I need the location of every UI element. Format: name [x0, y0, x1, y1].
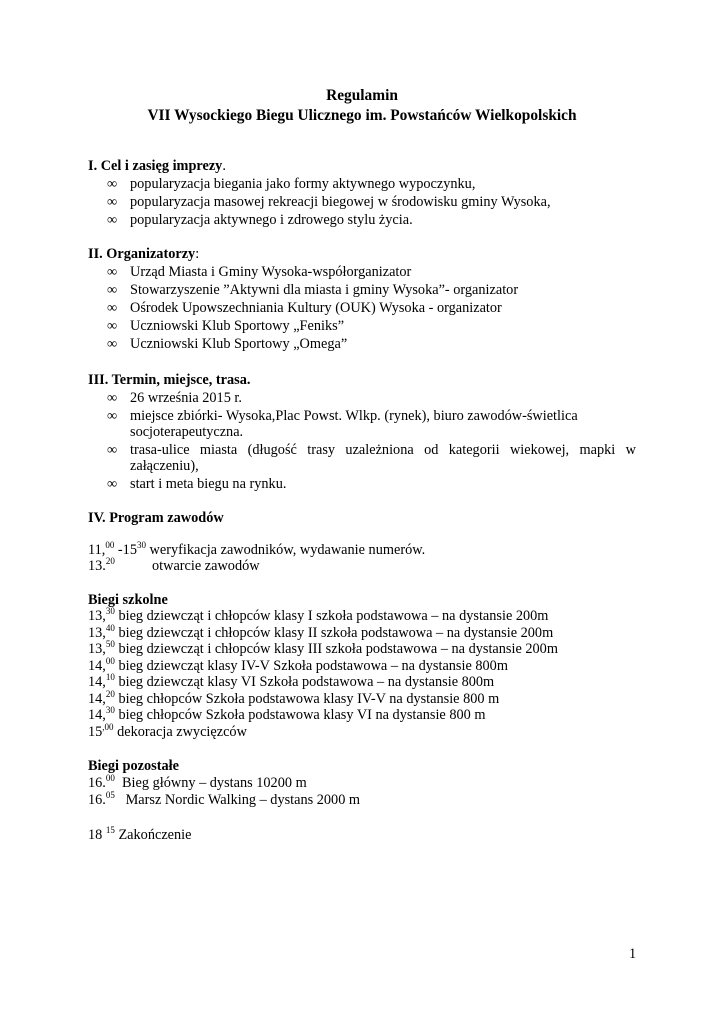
time-hour: 13.	[88, 558, 106, 574]
time-hour: 13,	[88, 641, 106, 657]
schedule-row	[88, 641, 558, 658]
time-hour: 13,	[88, 625, 106, 641]
section-1-heading	[88, 158, 226, 175]
list-item: miejsce zbiórki- Wysoka,Plac Powst. Wlkp. (rynek), biuro zawodów-świetlica	[130, 408, 578, 424]
time-hour: 13,	[88, 608, 106, 624]
schedule-text: bieg dziewcząt i chłopców klasy I szkoła podstawowa – na dystansie 200m	[114, 608, 549, 624]
section-2-heading-suffix: :	[195, 246, 200, 262]
schedule-row	[88, 658, 508, 675]
section-3-heading: III. Termin, miejsce, trasa.	[88, 372, 251, 388]
time-hour: 15	[88, 724, 103, 740]
time-hour: 16.	[88, 775, 106, 791]
word: wiekowej,	[509, 442, 570, 458]
doc-title: Regulamin	[326, 87, 398, 104]
list-item: popularyzacja masowej rekreacji biegowej w środowisku gminy Wysoka,	[130, 194, 551, 210]
bullet-icon: ∞	[107, 336, 118, 352]
page-number: 1	[629, 946, 637, 962]
bullet-icon: ∞	[107, 282, 118, 298]
list-item: Urząd Miasta i Gminy Wysoka-współorganizator	[130, 264, 412, 280]
time-minute: 15	[105, 825, 115, 835]
schedule-text: Bieg główny – dystans 10200 m	[114, 775, 307, 791]
program-row	[88, 558, 115, 575]
word: trasa-ulice	[130, 442, 190, 458]
list-item: 26 września 2015 r.	[130, 390, 242, 406]
time-minute: 05	[105, 790, 115, 800]
schedule-text: bieg dziewcząt klasy VI Szkoła podstawowa – na dystansie 800m	[114, 674, 495, 690]
word: uzależniona	[345, 442, 414, 458]
section-2-heading	[88, 246, 199, 263]
time-minute: 30	[105, 705, 115, 715]
schedule-text: bieg chłopców Szkoła podstawowa klasy VI na dystansie 800 m	[114, 707, 486, 723]
bullet-icon: ∞	[107, 318, 118, 334]
list-item-justified	[130, 442, 636, 459]
bullet-icon: ∞	[107, 442, 118, 458]
bullet-icon: ∞	[107, 300, 118, 316]
time-hour: 18	[88, 827, 106, 843]
word: mapki	[579, 442, 616, 458]
schedule-row	[88, 625, 553, 642]
section-4-heading: IV. Program zawodów	[88, 510, 224, 526]
closing-text: Zakończenie	[114, 827, 192, 843]
list-item-continuation: socjoterapeutyczna.	[130, 424, 244, 440]
list-item: popularyzacja biegania jako formy aktywnego wypoczynku,	[130, 176, 476, 192]
bullet-icon: ∞	[107, 476, 118, 492]
time-minute: 30	[136, 540, 146, 550]
time-hour: 16.	[88, 792, 106, 808]
bullet-icon: ∞	[107, 390, 118, 406]
schedule-row	[88, 691, 499, 708]
other-runs-heading: Biegi pozostałe	[88, 758, 179, 774]
time-minute: 50	[105, 639, 115, 649]
school-runs-heading: Biegi szkolne	[88, 592, 168, 608]
schedule-row	[88, 792, 360, 809]
program-text: weryfikacja zawodników, wydawanie numerów.	[145, 542, 426, 558]
time-minute: 30	[105, 606, 115, 616]
schedule-row	[88, 775, 307, 792]
time-minute: 00	[105, 773, 115, 783]
time-minute: 40	[105, 623, 115, 633]
bullet-icon: ∞	[107, 264, 118, 280]
bullet-icon: ∞	[107, 212, 118, 228]
program-row	[88, 542, 425, 559]
section-2-heading-text: II. Organizatorzy	[88, 246, 196, 262]
schedule-row	[88, 608, 548, 625]
list-item: Stowarzyszenie ”Aktywni dla miasta i gminy Wysoka”- organizator	[130, 282, 519, 298]
word: kategorii	[448, 442, 500, 458]
word: miasta	[199, 442, 238, 458]
schedule-text: bieg dziewcząt i chłopców klasy III szkoła podstawowa – na dystansie 200m	[114, 641, 558, 657]
schedule-text: dekoracja zwycięzców	[113, 724, 247, 740]
schedule-text: bieg dziewcząt i chłopców klasy II szkoła podstawowa – na dystansie 200m	[114, 625, 554, 641]
word: (długość	[247, 442, 297, 458]
time-hour: 14,	[88, 658, 106, 674]
word: trasy	[307, 442, 336, 458]
time-minute: 20	[105, 689, 115, 699]
list-item: popularyzacja aktywnego i zdrowego stylu życia.	[130, 212, 413, 228]
word: w	[625, 442, 636, 458]
time-hour: 11,	[88, 542, 106, 558]
schedule-text: bieg dziewcząt klasy IV-V Szkoła podstawowa – na dystansie 800m	[114, 658, 508, 674]
schedule-row	[88, 724, 247, 741]
time-minute: 00	[105, 656, 115, 666]
time-minute: ,00	[102, 722, 114, 732]
schedule-text: Marsz Nordic Walking – dystans 2000 m	[114, 792, 361, 808]
list-item: Uczniowski Klub Sportowy „Feniks”	[130, 318, 345, 334]
section-1-heading-text: I. Cel i zasięg imprezy	[88, 158, 223, 174]
schedule-row	[88, 674, 494, 691]
time-hour: 14,	[88, 691, 106, 707]
bullet-icon: ∞	[107, 176, 118, 192]
schedule-row	[88, 707, 485, 724]
word: od	[424, 442, 439, 458]
bullet-icon: ∞	[107, 194, 118, 210]
time-hour: 14,	[88, 674, 106, 690]
program-text: otwarcie zawodów	[152, 558, 260, 574]
list-item: start i meta biegu na rynku.	[130, 476, 287, 492]
time-minute: 00	[105, 540, 115, 550]
bullet-icon: ∞	[107, 408, 118, 424]
time-dash: -15	[114, 542, 137, 558]
time-minute: 20	[105, 556, 115, 566]
schedule-text: bieg chłopców Szkoła podstawowa klasy IV-V na dystansie 800 m	[114, 691, 500, 707]
list-item: Uczniowski Klub Sportowy „Omega”	[130, 336, 348, 352]
section-1-heading-suffix: .	[222, 158, 226, 174]
list-item-continuation: załączeniu),	[130, 458, 199, 474]
list-item: Ośrodek Upowszechniania Kultury (OUK) Wysoka - organizator	[130, 300, 502, 316]
time-hour: 14,	[88, 707, 106, 723]
doc-subtitle: VII Wysockiego Biegu Ulicznego im. Powstańców Wielkopolskich	[147, 107, 577, 124]
time-minute: 10	[105, 672, 115, 682]
closing-row	[88, 827, 191, 844]
